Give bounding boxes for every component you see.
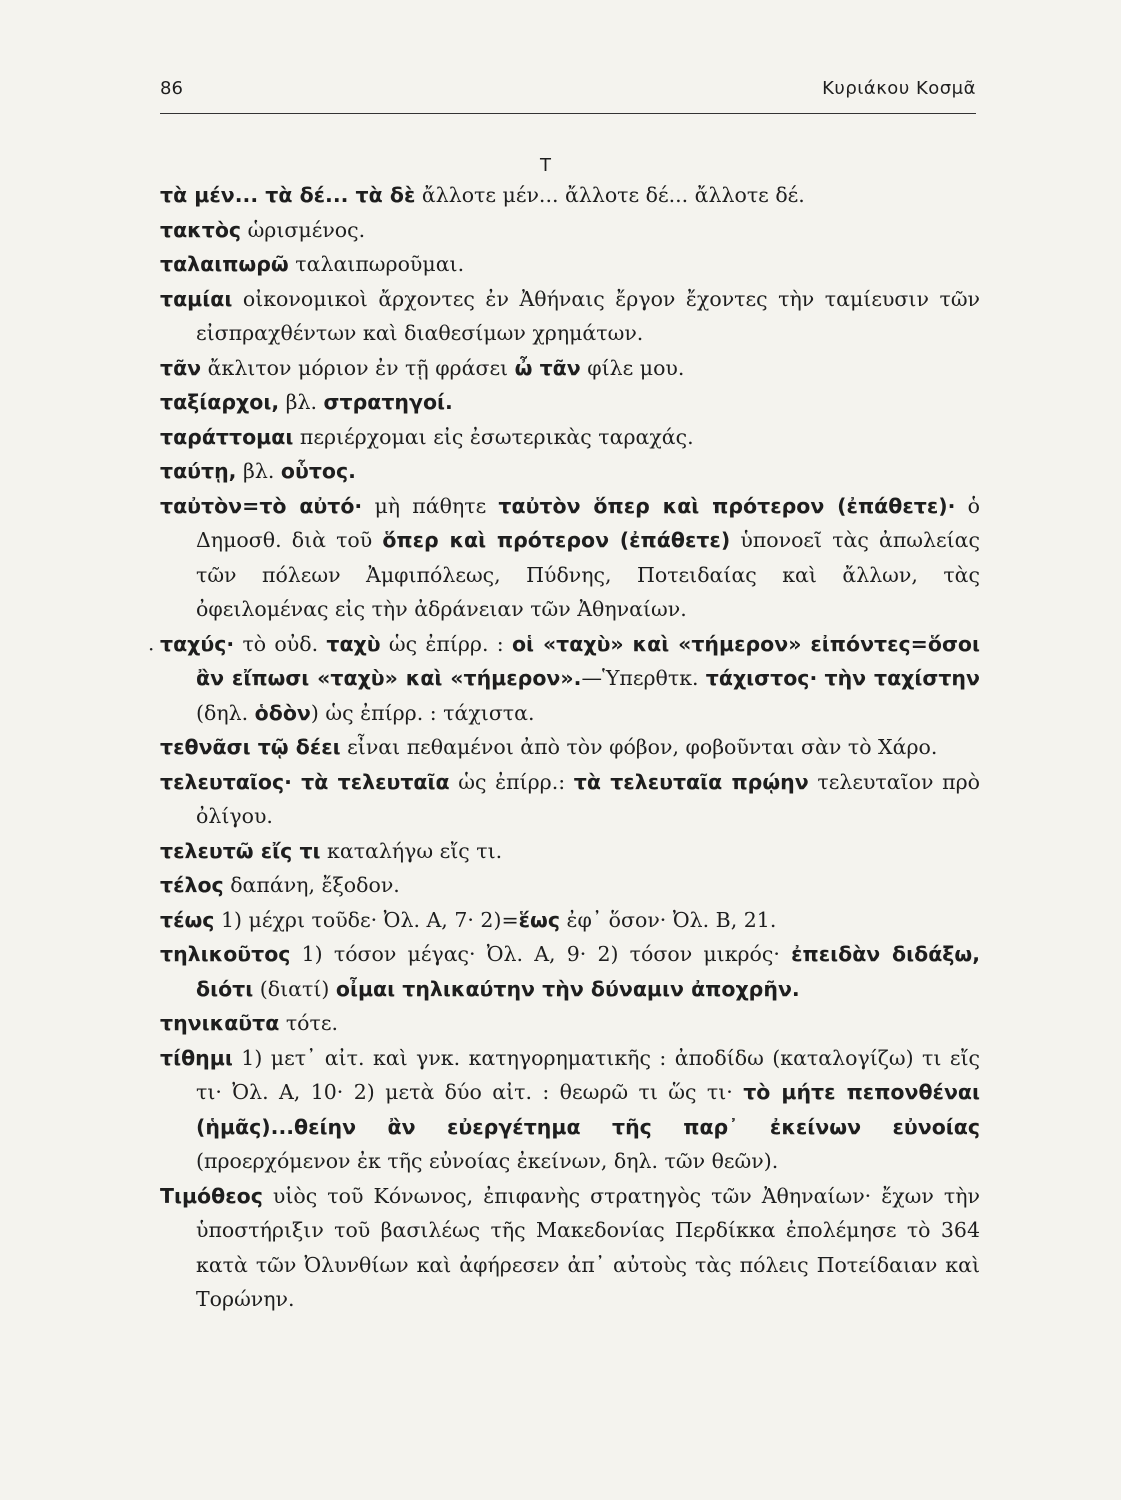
entry-bold-text: ἐπειδὰν διδάξω, διότι — [196, 942, 980, 1001]
entry-headword: τηλικοῦτος — [160, 942, 291, 966]
entry-bold-text: ὁδὸν — [254, 700, 311, 725]
glossary-entry — [160, 730, 980, 765]
entry-headword: ταράττομαι — [160, 424, 294, 449]
entry-text: δαπάνη, ἔξοδον. — [223, 873, 400, 897]
glossary-entry — [160, 834, 980, 869]
entry-text: ὡρισμένος. — [241, 217, 366, 242]
entry-headword: τίθημι — [160, 1045, 233, 1070]
entry-text: τελευταῖον πρὸ ὀλίγου. — [196, 769, 980, 828]
entry-bold-text: οἱ «ταχὺ» καὶ «τήμερον» εἰπόντες=ὅσοι ἂν εἴπωσι «ταχὺ» καὶ «τήμερον». — [196, 631, 980, 690]
entry-text: ἐφ᾽ ὅσον· Ὀλ. Β, 21. — [560, 907, 777, 932]
entry-bold-text: ὦ τᾶν — [514, 355, 581, 380]
entry-text: ὑπονοεῖ τὰς ἀπωλείας τῶν πόλεων Ἀμφιπόλεως, Πύδνης, Ποτειδαίας καὶ ἄλλων, τὰς ὀφειλομένας εἰς τὴν ἀδράνειαν τῶν Ἀθηναίων. — [196, 528, 980, 621]
entry-headword: Τιμόθεος — [160, 1183, 263, 1208]
glossary-entry — [160, 937, 980, 1006]
entry-text: περιέρχομαι εἰς ἐσωτερικὰς ταραχάς. — [293, 424, 694, 449]
entry-bold-text: ταχὺ — [326, 631, 381, 656]
entry-bold-text: οἶμαι τηλικαύτην τὴν δύναμιν ἀποχρῆν. — [335, 976, 800, 1001]
glossary-entry — [160, 1179, 980, 1317]
entry-text: (δηλ. — [196, 700, 255, 725]
entry-bold-text: τάχιστος· — [705, 666, 818, 690]
entry-text: (προερχόμενον ἐκ τῆς εὐνοίας ἐκείνων, δηλ. τῶν θεῶν). — [196, 1149, 779, 1173]
entry-headword: ταμίαι — [160, 286, 233, 311]
page-number: 86 — [160, 78, 183, 99]
entry-headword: ταὐτὸν=τὸ αὐτό· — [160, 493, 363, 518]
entry-bold-text: τὸ μήτε πεπονθέναι (ἡμᾶς)...θείην ἂν εὐεργέτημα τῆς παρ᾽ ἐκείνων εὐνοίας — [196, 1080, 980, 1139]
entry-text: ) ὡς ἐπίρρ. : τάχιστα. — [310, 700, 535, 725]
entry-bold-text: οὗτος. — [280, 459, 356, 483]
margin-mark: · — [148, 637, 155, 661]
entry-text: 1) τόσον μέγας· Ὀλ. Α, 9· 2) τόσον μικρός· — [290, 942, 792, 966]
entry-headword: τελευτῶ εἴς τι — [160, 838, 321, 863]
entry-text: ταλαιπωροῦμαι. — [288, 252, 465, 276]
entry-text: μὴ πάθητε — [362, 493, 499, 518]
glossary-entry — [160, 868, 980, 903]
entry-headword: τελευταῖος· τὰ τελευταῖα — [160, 769, 450, 794]
entry-headword: ταλαιπωρῶ — [160, 252, 289, 276]
glossary-body — [160, 178, 980, 1317]
section-letter: Τ — [540, 155, 551, 176]
entry-bold-text: στρατηγοί. — [323, 390, 453, 414]
entry-text: —Ὑπερθτκ. — [581, 666, 706, 690]
entry-headword: τεθνᾶσι τῷ δέει — [160, 735, 341, 759]
entry-text: ἄλλοτε μέν... ἄλλοτε δέ... ἄλλοτε δέ. — [415, 183, 805, 207]
entry-text: καταλήγω εἴς τι. — [320, 838, 503, 863]
entry-text: ἄκλιτον μόριον ἐν τῇ φράσει — [201, 355, 515, 380]
glossary-entry — [160, 1041, 980, 1179]
glossary-entry — [160, 765, 980, 834]
entry-headword: τᾶν — [160, 355, 202, 380]
entry-text: τὸ οὐδ. — [234, 631, 327, 656]
entry-text: ὡς ἐπίρρ.: — [449, 769, 574, 794]
entry-text: 1) μετ᾽ αἰτ. καὶ γνκ. κατηγορηματικῆς : ἀποδίδω (καταλογίζω) τι εἴς τι· Ὀλ. Α, 10· 2) μετὰ δύο αἰτ. : θεωρῶ τι ὥς τι· — [196, 1045, 980, 1104]
entry-text: βλ. — [279, 390, 324, 414]
entry-text: φίλε μου. — [580, 355, 685, 380]
glossary-entry — [160, 489, 980, 627]
entry-bold-text: ταὐτὸν ὅπερ καὶ πρότερον (ἐπάθετε)· — [498, 493, 956, 518]
glossary-entry — [160, 385, 980, 420]
glossary-entry — [160, 247, 980, 282]
header-rule — [160, 113, 976, 114]
entry-text: εἶναι πεθαμένοι ἀπὸ τὸν φόβον, φοβοῦνται σὰν τὸ Χάρο. — [340, 735, 938, 759]
entry-headword: τέως — [160, 907, 215, 932]
entry-text: τότε. — [279, 1011, 338, 1035]
entry-text: ὡς ἐπίρρ. : — [380, 631, 512, 656]
entry-bold-text: τὴν ταχίστην — [824, 666, 980, 690]
glossary-entry — [160, 903, 980, 938]
running-title: Κυριάκου Κοσμᾶ — [822, 78, 976, 99]
entry-bold-text: ὅπερ καὶ πρότερον (ἐπάθετε) — [382, 528, 731, 552]
entry-text: (διατί) — [253, 976, 336, 1001]
entry-headword: τέλος — [160, 873, 224, 897]
glossary-entry — [160, 213, 980, 248]
entry-text: υἱὸς τοῦ Κόνωνος, ἐπιφανὴς στρατηγὸς τῶν Ἀθηναίων· ἔχων τὴν ὑποστήριξιν τοῦ βασιλέως τῆς Μακεδονίας Περδίκκα ἐπολέμησε τὸ 364 κατὰ τῶν Ὀλυνθίων καὶ ἀφήρεσεν ἀπ᾽ αὐτοὺς τὰς πόλεις Ποτείδαιαν καὶ Τορώνην. — [196, 1183, 980, 1311]
page-header — [160, 78, 976, 108]
glossary-entry — [160, 1006, 980, 1041]
entry-headword: τακτὸς — [160, 217, 242, 242]
glossary-entry — [160, 178, 980, 213]
entry-headword: ταύτῃ, — [160, 459, 237, 483]
entry-text: οἰκονομικοὶ ἄρχοντες ἐν Ἀθήναις ἔργον ἔχοντες τὴν ταμίευσιν τῶν εἰσπραχθέντων καὶ διαθεσίμων χρημάτων. — [196, 286, 980, 345]
entry-headword: τὰ μέν... τὰ δέ... τὰ δὲ — [160, 183, 416, 207]
entry-text: ὁ Δημοσθ. διὰ τοῦ — [196, 493, 980, 552]
glossary-entry — [160, 454, 980, 489]
glossary-entry — [160, 420, 980, 455]
entry-text: 1) μέχρι τοῦδε· Ὀλ. Α, 7· 2)= — [214, 907, 519, 932]
entry-headword: τηνικαῦτα — [160, 1011, 280, 1035]
entry-headword: ταξίαρχοι, — [160, 390, 280, 414]
glossary-entry — [160, 627, 980, 731]
entry-bold-text: τὰ τελευταῖα πρῴην — [573, 769, 809, 794]
entry-bold-text: ἕως — [518, 907, 561, 932]
entry-text: βλ. — [236, 459, 281, 483]
glossary-entry — [160, 282, 980, 351]
glossary-entry — [160, 351, 980, 386]
entry-headword: ταχύς· — [160, 631, 235, 656]
